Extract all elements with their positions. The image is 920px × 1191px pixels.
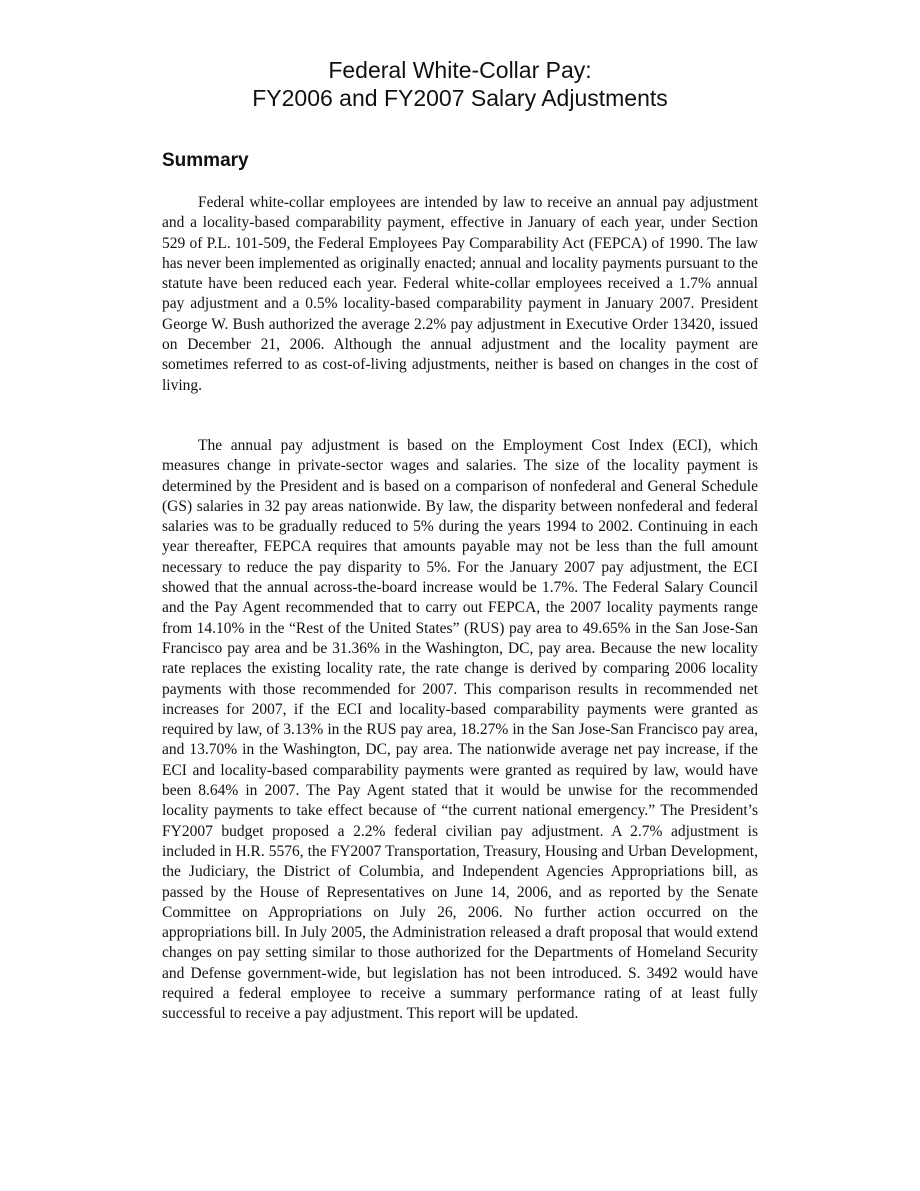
summary-paragraph-1: Federal white-collar employees are intended by law to receive an annual pay adjustment and a locality-based comparability payment, effective in January of each year, under Section 529 of P.L. 101-509, the Federal Employees Pay Comparability Act (FEPCA) of 1990. The law has never been implemented as originally enacted; annual and locality payments pursuant to the statute have been reduced each year. Federal white-collar employees received a 1.7% annual pay adjustment and a 0.5% locality-based comparability payment in January 2007. President George W. Bush authorized the average 2.2% pay adjustment in Executive Order 13420, issued on December 21, 2006. Although the annual adjustment and the locality payment are sometimes referred to as cost-of-living adjustments, neither is based on changes in the cost of living. bbox=[162, 194, 758, 394]
document-title bbox=[0, 56, 920, 112]
summary-paragraph-2: The annual pay adjustment is based on the Employment Cost Index (ECI), which measures change in private-sector wages and salaries. The size of the locality payment is determined by the President and is based on a comparison of nonfederal and General Schedule (GS) salaries in 32 pay areas nationwide. By law, the disparity between nonfederal and federal salaries was to be gradually reduced to 5% during the years 1994 to 2002. Continuing in each year thereafter, FEPCA requires that amounts payable may not be less than the full amount necessary to reduce the pay disparity to 5%. For the January 2007 pay adjustment, the ECI showed that the annual across-the-board increase would be 1.7%. The Federal Salary Council and the Pay Agent recommended that to carry out FEPCA, the 2007 locality payments range from 14.10% in the “Rest of the United States” (RUS) pay area to 49.65% in the San Jose-San Francisco pay area and be 31.36% in the Washington, DC, pay area. Because the new locality rate replaces the existing locality rate, the rate change is derived by comparing 2006 locality payments with those recommended for 2007. This comparison results in recommended net increases for 2007, if the ECI and locality-based comparability payments were granted as required by law, of 3.13% in the RUS pay area, 18.27% in the San Jose-San Francisco pay area, and 13.70% in the Washington, DC, pay area. The nationwide average net pay increase, if the ECI and locality-based comparability payments were granted as required by law, would have been 8.64% in 2007. The Pay Agent stated that it would be unwise for the recommended locality payments to take effect because of “the current national emergency.” The President’s FY2007 budget proposed a 2.2% federal civilian pay adjustment. A 2.7% adjustment is included in H.R. 5576, the FY2007 Transportation, Treasury, Housing and Urban Development, the Judiciary, the District of Columbia, and Independent Agencies Appropriations bill, as passed by the House of Representatives on June 14, 2006, and as reported by the Senate Committee on Appropriations on July 26, 2006. No further action occurred on the appropriations bill. In July 2005, the Administration released a draft proposal that would extend changes on pay setting similar to those authorized for the Departments of Homeland Security and Defense government-wide, but legislation has not been introduced. S. 3492 would have required a federal employee to receive a summary performance rating of at least fully successful to receive a pay adjustment. This report will be updated. bbox=[162, 437, 758, 1023]
summary-heading: Summary bbox=[162, 150, 249, 171]
document-title-line-1: Federal White-Collar Pay: bbox=[328, 57, 592, 83]
document-title-line-2: FY2006 and FY2007 Salary Adjustments bbox=[252, 85, 668, 111]
